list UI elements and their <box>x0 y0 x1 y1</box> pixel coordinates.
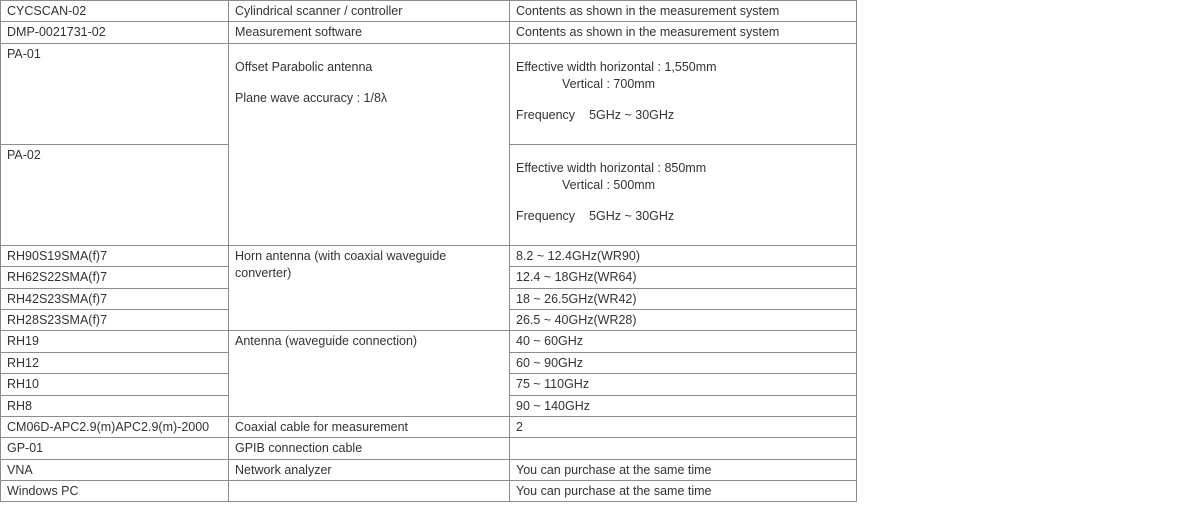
spec-cell: You can purchase at the same time <box>510 459 857 480</box>
frequency-value: 5GHz ~ 30GHz <box>589 208 675 223</box>
table-row <box>1 245 857 266</box>
spec-cell: Contents as shown in the measurement system <box>510 22 857 43</box>
spec-cell: Contents as shown in the measurement system <box>510 1 857 22</box>
spec-cell: 75 ~ 110GHz <box>510 374 857 395</box>
model-cell: CYCSCAN-02 <box>1 1 229 22</box>
vertical-value: Vertical : 500mm <box>562 177 656 192</box>
model-cell: GP-01 <box>1 438 229 459</box>
vertical-value: Vertical : 700mm <box>562 76 656 91</box>
table-row <box>1 481 857 502</box>
spec-cell: 26.5 ~ 40GHz(WR28) <box>510 309 857 330</box>
model-cell: RH90S19SMA(f)7 <box>1 245 229 266</box>
description-cell: Coaxial cable for measurement <box>229 416 510 437</box>
model-cell: DMP-0021731-02 <box>1 22 229 43</box>
description-cell: Measurement software <box>229 22 510 43</box>
spec-cell: You can purchase at the same time <box>510 481 857 502</box>
description-cell <box>229 43 510 245</box>
frequency-label: Frequency <box>516 107 576 122</box>
spec-cell: 2 <box>510 416 857 437</box>
parabolic-antenna-label: Offset Parabolic antenna <box>235 59 373 74</box>
plane-wave-accuracy: Plane wave accuracy : 1/8λ <box>235 90 388 105</box>
description-cell <box>229 481 510 502</box>
spec-cell <box>510 438 857 459</box>
spec-cell <box>510 43 857 144</box>
spec-cell: 12.4 ~ 18GHz(WR64) <box>510 267 857 288</box>
description-cell: Horn antenna (with coaxial waveguide converter) <box>229 245 510 331</box>
model-cell: RH8 <box>1 395 229 416</box>
description-cell: Antenna (waveguide connection) <box>229 331 510 417</box>
effective-width-horizontal: Effective width horizontal : 1,550mm <box>516 59 717 74</box>
model-cell: RH19 <box>1 331 229 352</box>
effective-width-horizontal: Effective width horizontal : 850mm <box>516 160 707 175</box>
description-cell: GPIB connection cable <box>229 438 510 459</box>
table-row <box>1 438 857 459</box>
frequency-line <box>516 107 850 124</box>
effective-width-vertical <box>516 177 850 194</box>
model-cell: RH28S23SMA(f)7 <box>1 309 229 330</box>
model-cell: CM06D-APC2.9(m)APC2.9(m)-2000 <box>1 416 229 437</box>
model-cell: RH10 <box>1 374 229 395</box>
table-row <box>1 416 857 437</box>
spec-cell: 8.2 ~ 12.4GHz(WR90) <box>510 245 857 266</box>
frequency-value: 5GHz ~ 30GHz <box>589 107 675 122</box>
spec-cell: 90 ~ 140GHz <box>510 395 857 416</box>
table-row <box>1 43 857 144</box>
frequency-label: Frequency <box>516 208 576 223</box>
spec-cell: 60 ~ 90GHz <box>510 352 857 373</box>
table-row <box>1 331 857 352</box>
model-cell: VNA <box>1 459 229 480</box>
table-row <box>1 459 857 480</box>
description-cell: Cylindrical scanner / controller <box>229 1 510 22</box>
table-row <box>1 1 857 22</box>
table-row <box>1 22 857 43</box>
spec-cell <box>510 144 857 245</box>
description-cell: Network analyzer <box>229 459 510 480</box>
spec-cell: 18 ~ 26.5GHz(WR42) <box>510 288 857 309</box>
model-cell: RH42S23SMA(f)7 <box>1 288 229 309</box>
model-cell: PA-02 <box>1 144 229 245</box>
frequency-line <box>516 208 850 225</box>
model-cell: RH62S22SMA(f)7 <box>1 267 229 288</box>
model-cell: Windows PC <box>1 481 229 502</box>
model-cell: RH12 <box>1 352 229 373</box>
spec-cell: 40 ~ 60GHz <box>510 331 857 352</box>
effective-width-vertical <box>516 76 850 93</box>
model-cell: PA-01 <box>1 43 229 144</box>
